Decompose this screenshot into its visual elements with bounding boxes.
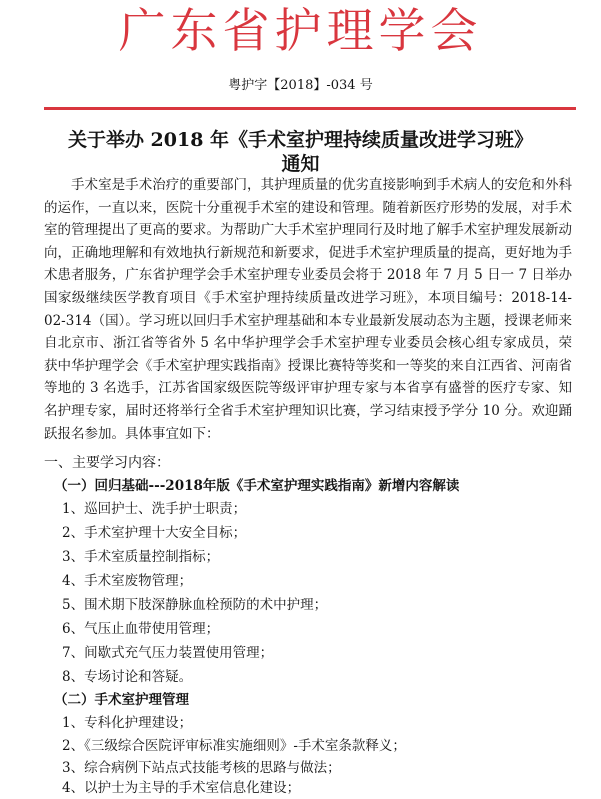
list-item: 3、手术室质量控制指标； — [62, 549, 220, 565]
part1-heading: （一）回归基础---2018年版《手术室护理实践指南》新增内容解读 — [54, 478, 460, 494]
list-item: 4、以护士为主导的手术室信息化建设； — [62, 780, 301, 796]
list-item: 8、专场讨论和答疑。 — [62, 669, 193, 685]
list-item: 1、专科化护理建设； — [62, 715, 193, 731]
list-item: 4、手术室废物管理； — [62, 573, 193, 589]
part2-heading: （二）手术室护理管理 — [54, 692, 189, 708]
list-item: 2、《三级综合医院评审标准实施细则》-手术室条款释义； — [62, 738, 406, 754]
notice-title-line2: 通知 — [281, 153, 320, 175]
list-item: 7、间歇式充气压力装置使用管理； — [62, 645, 274, 661]
notice-title-line1: 关于举办 2018 年《手术室护理持续质量改进学习班》 — [67, 129, 534, 151]
notice-body: 手术室是手术治疗的重要部门，其护理质量的优劣直接影响到手术病人的安危和外科的运作，一直以来，医院十分重视手术室的建设和管理。随着新医疗形势的发展，对手术室的管理提出了更高的要求。为帮助广大手术室护理同行及时地了解手术室护理发展新动向，正确地理解和有效地执行新规范和新要求，促进手术室护理质量的提高，更好地为手术患者服务，广东省护理学会手术室护理专业委员会将于 2018 年 7 月 5 日一 7 日举办国家级继续医学教育项目《手术室护理持续质量改进学习班》，本项目编号：2018-14-02-314（国）。学习班以回归手术室护理基础和本专业最新发展动态为主题，授课老师来自北京市、浙江省等省外 5 名中华护理学会手术室护理专业委员会核心组专家成员，荣获中华护理学会《手术室护理实践指南》授课比赛特等奖和一等奖的来自江西省、河南省等地的 3 名选手，江苏省国家级医院等级评审护理专家与本省享有盛誉的医疗专家、知名护理专家，届时还将举行全省手术室护理知识比赛，学习结束授予学分 10 分。欢迎踊跃报名参加。具体事宜如下： — [44, 177, 572, 442]
list-item: 2、手术室护理十大安全目标； — [62, 525, 247, 541]
list-item: 1、巡回护士、洗手护士职责； — [62, 501, 247, 517]
organization-title: 广东省护理学会 — [118, 4, 483, 59]
document-number: 粤护字【2018】-034 号 — [228, 78, 373, 93]
list-item: 5、围术期下肢深静脉血栓预防的术中护理； — [62, 597, 328, 613]
red-divider — [44, 107, 576, 110]
section1-heading: 一、主要学习内容： — [44, 455, 170, 471]
list-item: 3、综合病例下站点式技能考核的思路与做法； — [62, 760, 341, 776]
list-item: 6、气压止血带使用管理； — [62, 621, 220, 637]
